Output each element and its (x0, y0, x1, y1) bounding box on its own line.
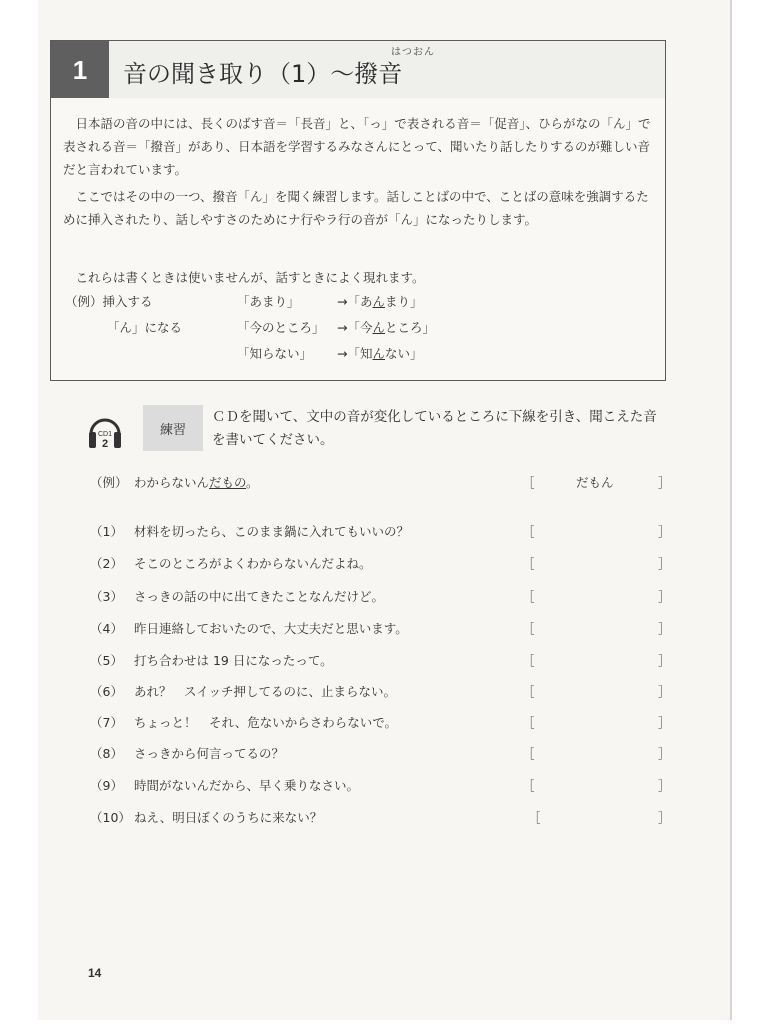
intro-paragraph-1: 日本語の音の中には、長くのばす音＝「長音」と、「っ」で表される音＝「促音」、ひらがなの「ん」で表される音＝「撥音」があり、日本語を学習するみなさんにとって、聞いたり話したりするのが難しい音だと言われています。 (63, 116, 651, 177)
example-to: →「あんまり」 (337, 294, 423, 309)
section-title: 音の聞き取り（1）～撥音 (123, 60, 403, 88)
question-row: （7） ちょっと！ それ、危ないからさわらないで。 ［ ］ (90, 715, 671, 730)
example-from: 「あまり」 (237, 294, 300, 309)
section-header (50, 40, 666, 100)
example-from: 「知らない」 (237, 346, 313, 361)
headphones-icon (87, 412, 123, 452)
answer-field[interactable]: ［ (522, 589, 535, 604)
question-row: （3） さっきの話の中に出てきたことなんだけど。 ［ ］ (90, 589, 671, 604)
title-ruby: はつおん (391, 47, 435, 58)
example-label: （例）挿入する (65, 294, 153, 309)
practice-label: 練習 (143, 405, 203, 451)
answer-field[interactable]: ［ (522, 778, 535, 793)
question-row: （9） 時間がないんだから、早く乗りなさい。 ［ ］ (90, 778, 671, 793)
question-row: （6） あれ？ スイッチ押してるのに、止まらない。 ［ ］ (90, 684, 671, 699)
question-row: （4） 昨日連絡しておいたので、大丈夫だと思います。 ［ ］ (90, 621, 671, 636)
page-number: 14 (88, 966, 102, 980)
question-row: （10） ねえ、明日ぼくのうちに来ない？ ［ ］ (90, 810, 671, 825)
example-to: →「今んところ」 (337, 320, 436, 335)
question-row: （8） さっきから何言ってるの？ ［ ］ (90, 746, 671, 761)
cd-track: 2 (101, 438, 109, 450)
answer-field[interactable]: ［ (522, 653, 535, 668)
answer-field[interactable]: ［ (522, 715, 535, 730)
example-answer: だもん (576, 475, 614, 490)
question-row: （5） 打ち合わせは 19 日になったって。 ［ ］ (90, 653, 671, 668)
answer-field[interactable]: ［ (528, 810, 541, 825)
intro-paragraph-3: これらは書くときは使いませんが、話すときによく現れます。 (75, 270, 425, 285)
answer-field[interactable]: ［ (522, 746, 535, 761)
intro-box (50, 98, 666, 381)
question-row: （2） そこのところがよくわからないんだよね。 ［ ］ (90, 556, 671, 571)
example-question: （例） わからないんだもの。 ［ だもん ］ (90, 475, 671, 490)
answer-field[interactable]: ［ (522, 556, 535, 571)
answer-field[interactable]: ［ (522, 621, 535, 636)
example-label: 「ん」になる (107, 320, 183, 335)
cd-label: CD1 (97, 431, 113, 438)
answer-field[interactable]: ［ (522, 684, 535, 699)
intro-paragraph-2: ここではその中の一つ、撥音「ん」を聞く練習します。話しことばの中で、ことばの意味を強調するために挿入されたり、話しやすさのためにナ行やラ行の音が「ん」になったりします。 (63, 189, 649, 227)
practice-instruction: ＣＤを聞いて、文中の音が変化しているところに下線を引き、聞こえた音を書いてください。 (212, 409, 657, 448)
example-from: 「今のところ」 (237, 320, 325, 335)
example-row-1 (65, 292, 153, 310)
example-to: →「知んない」 (337, 346, 423, 361)
section-number: 1 (51, 41, 109, 99)
answer-field[interactable]: ［ (522, 524, 535, 539)
question-row: （1） 材料を切ったら、このまま鍋に入れてもいいの？ ［ ］ (90, 524, 671, 539)
